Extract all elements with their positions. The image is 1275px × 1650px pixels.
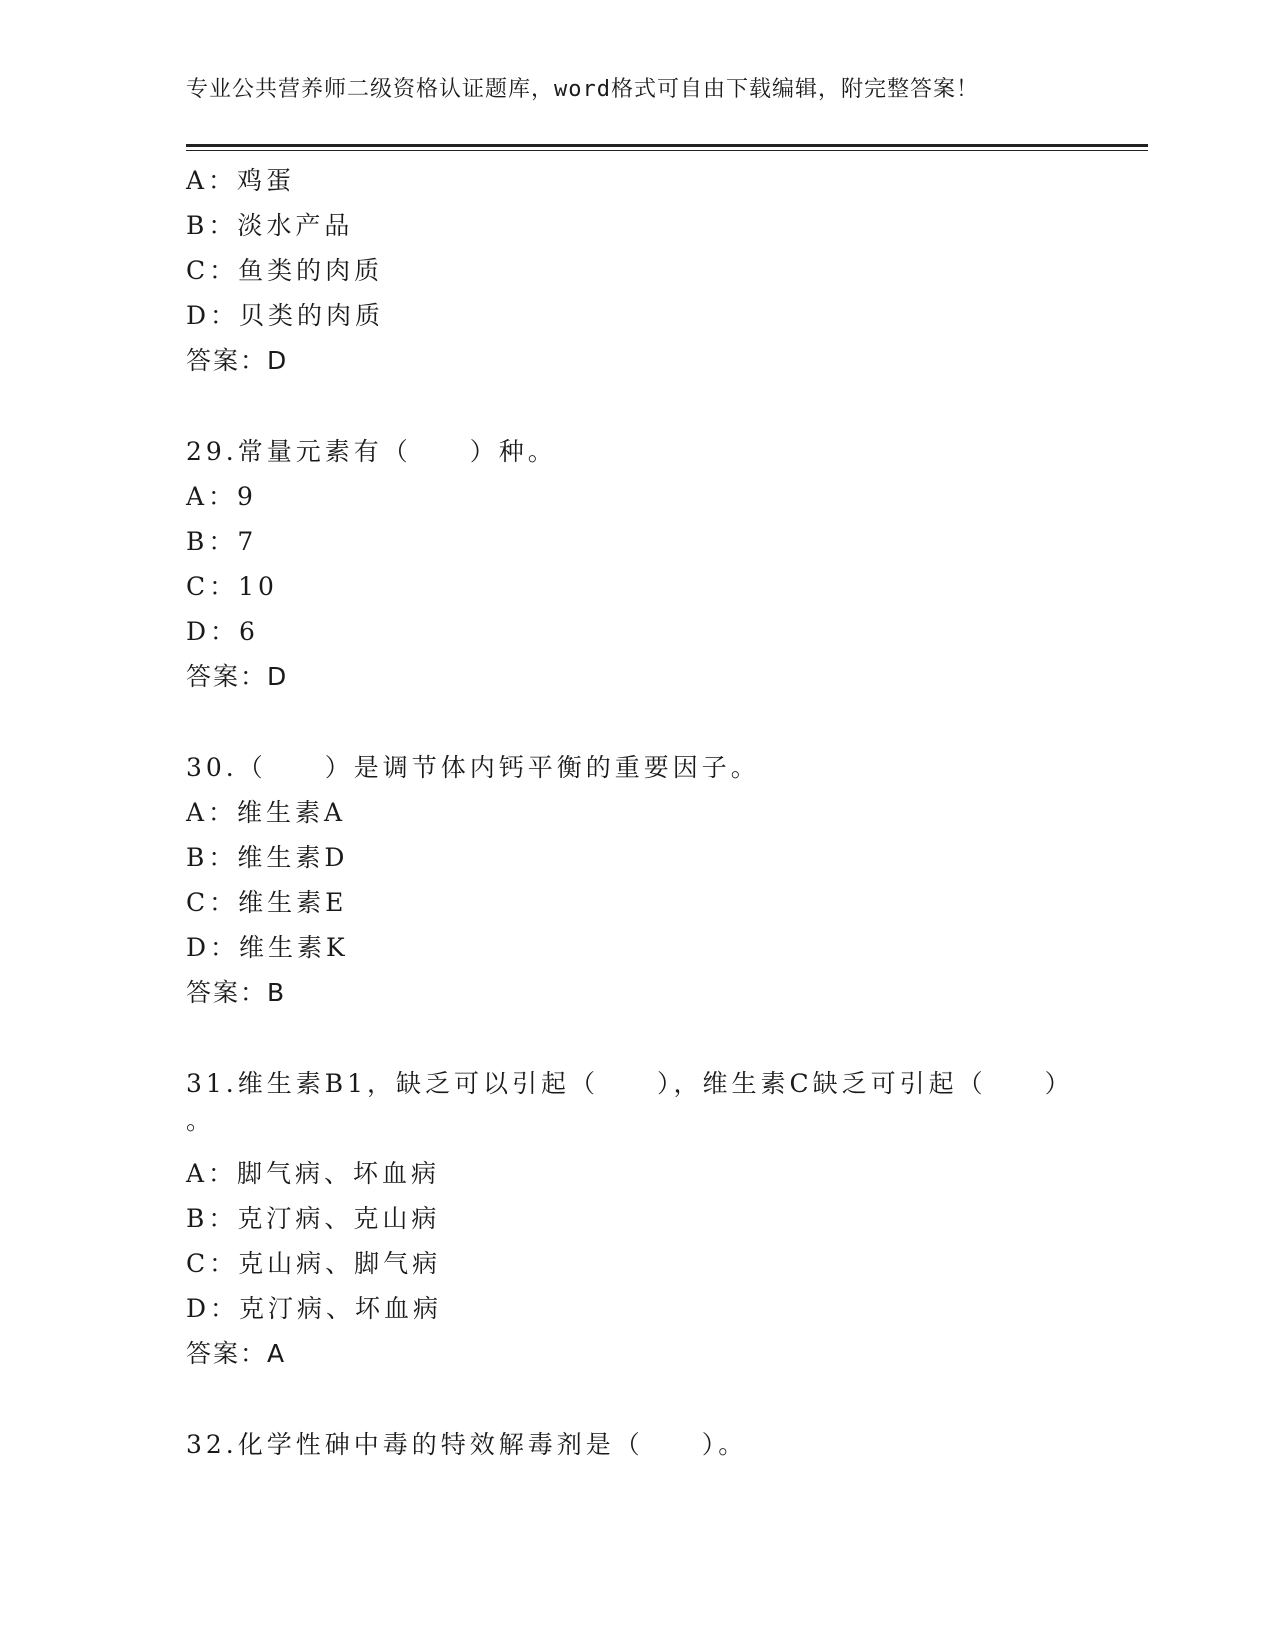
header-rule-thin [186,150,1148,151]
page-header: 专业公共营养师二级资格认证题库，word格式可自由下载编辑，附完整答案！ [186,77,979,102]
option-a: A：维生素A [186,798,347,827]
option-c: C：克山病、脚气病 [186,1249,442,1278]
option-d: D：克汀病、坏血病 [186,1294,443,1323]
spacer [186,383,1086,429]
option-b: B：淡水产品 [186,211,354,240]
option-d: D：维生素K [186,933,349,962]
option-b: B：克汀病、克山病 [186,1204,441,1233]
question-text: 29.常量元素有（ ）种。 [186,437,557,466]
header-rule-thick [186,144,1148,147]
option-d: D：6 [186,617,259,646]
option-a: A：鸡蛋 [186,166,296,195]
question-32 [186,1422,1086,1467]
question-29 [186,429,1086,699]
option-b: B：7 [186,527,258,556]
spacer [186,1015,1086,1061]
answer: 答案：B [186,978,287,1007]
question-31 [186,1061,1086,1376]
question-list [186,158,1086,1467]
option-a: A：9 [186,482,257,511]
spacer [186,1376,1086,1422]
question-text: 30.（ ）是调节体内钙平衡的重要因子。 [186,753,760,782]
question-text: 31.维生素B1，缺乏可以引起（ ），维生素C缺乏可引起（ ） [186,1069,1074,1098]
question-30 [186,745,1086,1015]
question-text: 32.化学性砷中毒的特效解毒剂是（ ）。 [186,1430,748,1459]
question-28 [186,158,1086,383]
option-c: C：10 [186,572,278,601]
answer: 答案：D [186,662,289,691]
question-text-continuation: 。 [186,1106,216,1135]
option-d: D：贝类的肉质 [186,301,385,330]
spacer [186,699,1086,745]
answer: 答案：A [186,1339,287,1368]
option-a: A：脚气病、坏血病 [186,1159,441,1188]
answer: 答案：D [186,346,289,375]
option-c: C：维生素E [186,888,348,917]
option-b: B：维生素D [186,843,349,872]
option-c: C：鱼类的肉质 [186,256,384,285]
